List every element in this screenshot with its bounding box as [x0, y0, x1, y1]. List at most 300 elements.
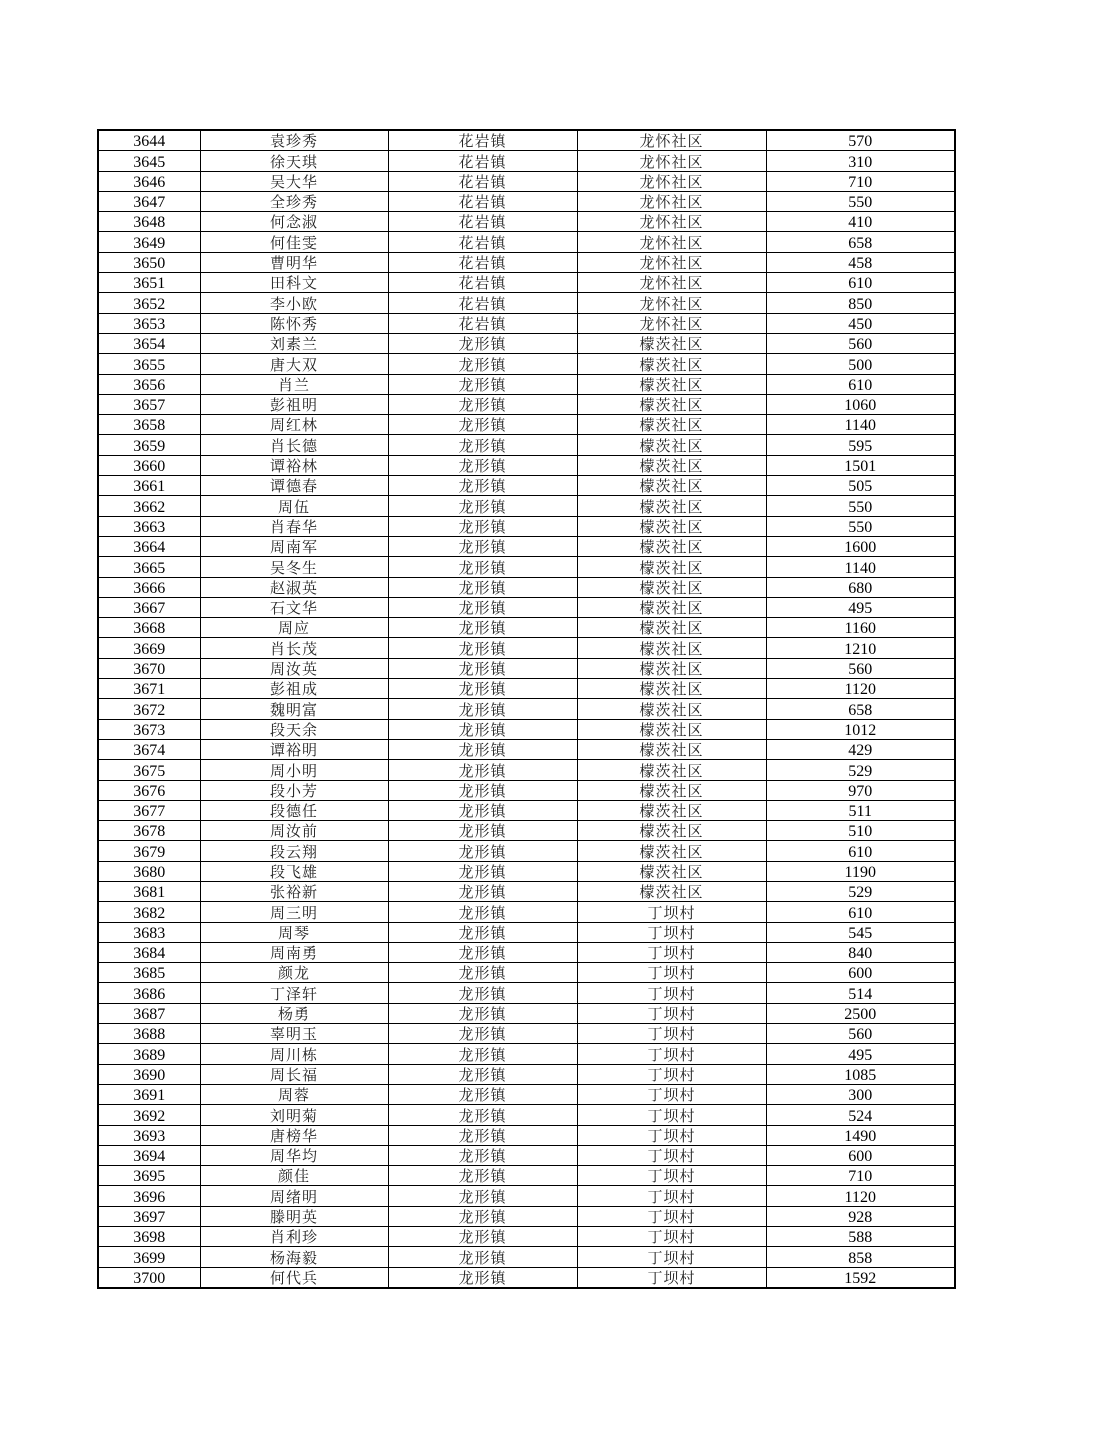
amount-cell: 495 [766, 597, 955, 617]
community-cell: 檬茨社区 [577, 516, 766, 536]
amount-cell: 500 [766, 354, 955, 374]
serial-number-cell: 3699 [98, 1247, 200, 1267]
name-cell: 彭祖成 [200, 679, 388, 699]
amount-cell: 1060 [766, 394, 955, 414]
table-row [98, 394, 955, 414]
serial-number-cell: 3671 [98, 679, 200, 699]
community-cell: 丁坝村 [577, 1024, 766, 1044]
community-cell: 檬茨社区 [577, 496, 766, 516]
amount-cell: 610 [766, 841, 955, 861]
table-row [98, 252, 955, 272]
table-row [98, 902, 955, 922]
table-row [98, 1044, 955, 1064]
table-row [98, 191, 955, 211]
serial-number-cell: 3654 [98, 333, 200, 353]
town-cell: 龙形镇 [388, 861, 577, 881]
community-cell: 龙怀社区 [577, 130, 766, 151]
town-cell: 龙形镇 [388, 658, 577, 678]
amount-cell: 858 [766, 1247, 955, 1267]
name-cell: 谭德春 [200, 476, 388, 496]
town-cell: 花岩镇 [388, 191, 577, 211]
amount-cell: 511 [766, 800, 955, 820]
community-cell: 丁坝村 [577, 1166, 766, 1186]
table-row [98, 800, 955, 820]
serial-number-cell: 3693 [98, 1125, 200, 1145]
name-cell: 陈怀秀 [200, 313, 388, 333]
name-cell: 周长福 [200, 1064, 388, 1084]
name-cell: 周应 [200, 618, 388, 638]
name-cell: 李小欧 [200, 293, 388, 313]
name-cell: 颜龙 [200, 963, 388, 983]
table-row [98, 293, 955, 313]
serial-number-cell: 3695 [98, 1166, 200, 1186]
community-cell: 檬茨社区 [577, 638, 766, 658]
community-cell: 龙怀社区 [577, 171, 766, 191]
town-cell: 龙形镇 [388, 1166, 577, 1186]
table-row [98, 415, 955, 435]
community-cell: 龙怀社区 [577, 232, 766, 252]
serial-number-cell: 3678 [98, 821, 200, 841]
name-cell: 肖长德 [200, 435, 388, 455]
town-cell: 龙形镇 [388, 597, 577, 617]
table-row [98, 1186, 955, 1206]
community-cell: 檬茨社区 [577, 476, 766, 496]
community-cell: 檬茨社区 [577, 435, 766, 455]
serial-number-cell: 3700 [98, 1267, 200, 1288]
name-cell: 袁珍秀 [200, 130, 388, 151]
community-cell: 丁坝村 [577, 1084, 766, 1104]
serial-number-cell: 3657 [98, 394, 200, 414]
amount-cell: 1140 [766, 557, 955, 577]
name-cell: 周琴 [200, 922, 388, 942]
serial-number-cell: 3670 [98, 658, 200, 678]
serial-number-cell: 3667 [98, 597, 200, 617]
community-cell: 檬茨社区 [577, 760, 766, 780]
town-cell: 龙形镇 [388, 1206, 577, 1226]
community-cell: 檬茨社区 [577, 699, 766, 719]
name-cell: 刘素兰 [200, 333, 388, 353]
community-cell: 丁坝村 [577, 1186, 766, 1206]
community-cell: 檬茨社区 [577, 618, 766, 638]
serial-number-cell: 3669 [98, 638, 200, 658]
amount-cell: 710 [766, 1166, 955, 1186]
amount-cell: 658 [766, 699, 955, 719]
name-cell: 徐天琪 [200, 151, 388, 171]
document-page [97, 129, 954, 1289]
community-cell: 檬茨社区 [577, 557, 766, 577]
serial-number-cell: 3679 [98, 841, 200, 861]
serial-number-cell: 3659 [98, 435, 200, 455]
amount-cell: 310 [766, 151, 955, 171]
table-row [98, 699, 955, 719]
amount-cell: 970 [766, 780, 955, 800]
name-cell: 段云翔 [200, 841, 388, 861]
name-cell: 周南勇 [200, 942, 388, 962]
town-cell: 龙形镇 [388, 536, 577, 556]
town-cell: 花岩镇 [388, 252, 577, 272]
table-row [98, 983, 955, 1003]
table-row [98, 1166, 955, 1186]
name-cell: 滕明英 [200, 1206, 388, 1226]
serial-number-cell: 3647 [98, 191, 200, 211]
amount-cell: 505 [766, 476, 955, 496]
name-cell: 全珍秀 [200, 191, 388, 211]
town-cell: 花岩镇 [388, 232, 577, 252]
table-row [98, 881, 955, 901]
data-table [97, 129, 956, 1289]
table-row [98, 1064, 955, 1084]
table-row [98, 1206, 955, 1226]
town-cell: 龙形镇 [388, 435, 577, 455]
table-row [98, 313, 955, 333]
town-cell: 龙形镇 [388, 1125, 577, 1145]
table-row [98, 1003, 955, 1023]
amount-cell: 2500 [766, 1003, 955, 1023]
table-row [98, 333, 955, 353]
serial-number-cell: 3683 [98, 922, 200, 942]
town-cell: 龙形镇 [388, 821, 577, 841]
community-cell: 龙怀社区 [577, 313, 766, 333]
town-cell: 龙形镇 [388, 1227, 577, 1247]
table-row [98, 516, 955, 536]
amount-cell: 1592 [766, 1267, 955, 1288]
name-cell: 段天余 [200, 719, 388, 739]
amount-cell: 1085 [766, 1064, 955, 1084]
community-cell: 丁坝村 [577, 922, 766, 942]
table-row [98, 273, 955, 293]
community-cell: 檬茨社区 [577, 455, 766, 475]
amount-cell: 1160 [766, 618, 955, 638]
amount-cell: 610 [766, 902, 955, 922]
table-row [98, 780, 955, 800]
community-cell: 丁坝村 [577, 983, 766, 1003]
town-cell: 龙形镇 [388, 618, 577, 638]
town-cell: 龙形镇 [388, 881, 577, 901]
table-row [98, 1145, 955, 1165]
amount-cell: 300 [766, 1084, 955, 1104]
amount-cell: 450 [766, 313, 955, 333]
town-cell: 龙形镇 [388, 1044, 577, 1064]
name-cell: 辜明玉 [200, 1024, 388, 1044]
amount-cell: 588 [766, 1227, 955, 1247]
table-row [98, 130, 955, 151]
community-cell: 檬茨社区 [577, 415, 766, 435]
name-cell: 段飞雄 [200, 861, 388, 881]
table-row [98, 963, 955, 983]
town-cell: 龙形镇 [388, 963, 577, 983]
town-cell: 龙形镇 [388, 1084, 577, 1104]
name-cell: 曹明华 [200, 252, 388, 272]
table-row [98, 1247, 955, 1267]
table-row [98, 597, 955, 617]
town-cell: 龙形镇 [388, 638, 577, 658]
name-cell: 丁泽轩 [200, 983, 388, 1003]
amount-cell: 550 [766, 516, 955, 536]
town-cell: 龙形镇 [388, 922, 577, 942]
town-cell: 龙形镇 [388, 1247, 577, 1267]
serial-number-cell: 3653 [98, 313, 200, 333]
serial-number-cell: 3690 [98, 1064, 200, 1084]
table-row [98, 577, 955, 597]
town-cell: 龙形镇 [388, 1024, 577, 1044]
table-row [98, 618, 955, 638]
name-cell: 周绪明 [200, 1186, 388, 1206]
name-cell: 周华均 [200, 1145, 388, 1165]
table-row [98, 861, 955, 881]
name-cell: 周蓉 [200, 1084, 388, 1104]
amount-cell: 570 [766, 130, 955, 151]
table-row [98, 171, 955, 191]
name-cell: 吴冬生 [200, 557, 388, 577]
community-cell: 丁坝村 [577, 1206, 766, 1226]
town-cell: 龙形镇 [388, 415, 577, 435]
amount-cell: 710 [766, 171, 955, 191]
serial-number-cell: 3696 [98, 1186, 200, 1206]
table-row [98, 212, 955, 232]
town-cell: 龙形镇 [388, 476, 577, 496]
table-row [98, 354, 955, 374]
community-cell: 丁坝村 [577, 902, 766, 922]
name-cell: 颜佳 [200, 1166, 388, 1186]
name-cell: 周伍 [200, 496, 388, 516]
name-cell: 周小明 [200, 760, 388, 780]
name-cell: 彭祖明 [200, 394, 388, 414]
table-row [98, 476, 955, 496]
amount-cell: 529 [766, 881, 955, 901]
amount-cell: 680 [766, 577, 955, 597]
serial-number-cell: 3672 [98, 699, 200, 719]
serial-number-cell: 3682 [98, 902, 200, 922]
community-cell: 丁坝村 [577, 942, 766, 962]
name-cell: 赵淑英 [200, 577, 388, 597]
amount-cell: 560 [766, 1024, 955, 1044]
table-row [98, 1267, 955, 1288]
town-cell: 花岩镇 [388, 212, 577, 232]
amount-cell: 1600 [766, 536, 955, 556]
town-cell: 龙形镇 [388, 516, 577, 536]
name-cell: 田科文 [200, 273, 388, 293]
table-row [98, 151, 955, 171]
amount-cell: 550 [766, 496, 955, 516]
table-row [98, 496, 955, 516]
town-cell: 龙形镇 [388, 679, 577, 699]
name-cell: 周红林 [200, 415, 388, 435]
amount-cell: 928 [766, 1206, 955, 1226]
serial-number-cell: 3698 [98, 1227, 200, 1247]
name-cell: 周南军 [200, 536, 388, 556]
town-cell: 龙形镇 [388, 1003, 577, 1023]
amount-cell: 610 [766, 273, 955, 293]
town-cell: 龙形镇 [388, 841, 577, 861]
table-body [98, 130, 955, 1288]
serial-number-cell: 3676 [98, 780, 200, 800]
community-cell: 丁坝村 [577, 1227, 766, 1247]
serial-number-cell: 3677 [98, 800, 200, 820]
amount-cell: 514 [766, 983, 955, 1003]
name-cell: 周汝英 [200, 658, 388, 678]
serial-number-cell: 3660 [98, 455, 200, 475]
community-cell: 檬茨社区 [577, 881, 766, 901]
community-cell: 檬茨社区 [577, 536, 766, 556]
town-cell: 龙形镇 [388, 760, 577, 780]
table-row [98, 1024, 955, 1044]
community-cell: 龙怀社区 [577, 273, 766, 293]
serial-number-cell: 3665 [98, 557, 200, 577]
serial-number-cell: 3664 [98, 536, 200, 556]
community-cell: 檬茨社区 [577, 679, 766, 699]
serial-number-cell: 3658 [98, 415, 200, 435]
town-cell: 花岩镇 [388, 151, 577, 171]
amount-cell: 510 [766, 821, 955, 841]
amount-cell: 550 [766, 191, 955, 211]
town-cell: 龙形镇 [388, 902, 577, 922]
name-cell: 段小芳 [200, 780, 388, 800]
table-row [98, 739, 955, 759]
town-cell: 龙形镇 [388, 354, 577, 374]
amount-cell: 429 [766, 739, 955, 759]
name-cell: 唐大双 [200, 354, 388, 374]
serial-number-cell: 3675 [98, 760, 200, 780]
serial-number-cell: 3644 [98, 130, 200, 151]
amount-cell: 560 [766, 333, 955, 353]
town-cell: 龙形镇 [388, 374, 577, 394]
serial-number-cell: 3655 [98, 354, 200, 374]
community-cell: 檬茨社区 [577, 333, 766, 353]
table-row [98, 455, 955, 475]
name-cell: 刘明菊 [200, 1105, 388, 1125]
serial-number-cell: 3649 [98, 232, 200, 252]
town-cell: 龙形镇 [388, 394, 577, 414]
community-cell: 龙怀社区 [577, 212, 766, 232]
serial-number-cell: 3651 [98, 273, 200, 293]
serial-number-cell: 3687 [98, 1003, 200, 1023]
amount-cell: 1120 [766, 1186, 955, 1206]
town-cell: 龙形镇 [388, 1145, 577, 1165]
community-cell: 丁坝村 [577, 1105, 766, 1125]
town-cell: 龙形镇 [388, 333, 577, 353]
town-cell: 花岩镇 [388, 313, 577, 333]
amount-cell: 1190 [766, 861, 955, 881]
serial-number-cell: 3668 [98, 618, 200, 638]
serial-number-cell: 3661 [98, 476, 200, 496]
community-cell: 檬茨社区 [577, 780, 766, 800]
serial-number-cell: 3673 [98, 719, 200, 739]
town-cell: 花岩镇 [388, 171, 577, 191]
serial-number-cell: 3697 [98, 1206, 200, 1226]
table-row [98, 760, 955, 780]
name-cell: 何代兵 [200, 1267, 388, 1288]
table-row [98, 719, 955, 739]
amount-cell: 600 [766, 1145, 955, 1165]
amount-cell: 600 [766, 963, 955, 983]
table-row [98, 557, 955, 577]
town-cell: 龙形镇 [388, 455, 577, 475]
name-cell: 杨勇 [200, 1003, 388, 1023]
amount-cell: 545 [766, 922, 955, 942]
community-cell: 檬茨社区 [577, 861, 766, 881]
community-cell: 檬茨社区 [577, 800, 766, 820]
name-cell: 肖利珍 [200, 1227, 388, 1247]
serial-number-cell: 3688 [98, 1024, 200, 1044]
town-cell: 龙形镇 [388, 1064, 577, 1084]
town-cell: 龙形镇 [388, 942, 577, 962]
town-cell: 龙形镇 [388, 557, 577, 577]
community-cell: 檬茨社区 [577, 354, 766, 374]
town-cell: 龙形镇 [388, 739, 577, 759]
serial-number-cell: 3656 [98, 374, 200, 394]
amount-cell: 495 [766, 1044, 955, 1064]
community-cell: 檬茨社区 [577, 658, 766, 678]
amount-cell: 1012 [766, 719, 955, 739]
community-cell: 丁坝村 [577, 1064, 766, 1084]
town-cell: 龙形镇 [388, 1186, 577, 1206]
serial-number-cell: 3646 [98, 171, 200, 191]
community-cell: 龙怀社区 [577, 191, 766, 211]
serial-number-cell: 3689 [98, 1044, 200, 1064]
community-cell: 丁坝村 [577, 1003, 766, 1023]
town-cell: 龙形镇 [388, 780, 577, 800]
amount-cell: 850 [766, 293, 955, 313]
serial-number-cell: 3662 [98, 496, 200, 516]
amount-cell: 458 [766, 252, 955, 272]
town-cell: 龙形镇 [388, 719, 577, 739]
table-row [98, 841, 955, 861]
amount-cell: 840 [766, 942, 955, 962]
serial-number-cell: 3645 [98, 151, 200, 171]
amount-cell: 1490 [766, 1125, 955, 1145]
name-cell: 唐榜华 [200, 1125, 388, 1145]
serial-number-cell: 3691 [98, 1084, 200, 1104]
town-cell: 龙形镇 [388, 1105, 577, 1125]
community-cell: 丁坝村 [577, 1145, 766, 1165]
name-cell: 石文华 [200, 597, 388, 617]
table-row [98, 374, 955, 394]
community-cell: 檬茨社区 [577, 841, 766, 861]
table-row [98, 1084, 955, 1104]
serial-number-cell: 3681 [98, 881, 200, 901]
community-cell: 檬茨社区 [577, 597, 766, 617]
town-cell: 花岩镇 [388, 293, 577, 313]
community-cell: 龙怀社区 [577, 293, 766, 313]
serial-number-cell: 3648 [98, 212, 200, 232]
community-cell: 龙怀社区 [577, 151, 766, 171]
name-cell: 吴大华 [200, 171, 388, 191]
community-cell: 檬茨社区 [577, 577, 766, 597]
serial-number-cell: 3650 [98, 252, 200, 272]
serial-number-cell: 3663 [98, 516, 200, 536]
amount-cell: 1120 [766, 679, 955, 699]
town-cell: 花岩镇 [388, 273, 577, 293]
town-cell: 龙形镇 [388, 800, 577, 820]
community-cell: 丁坝村 [577, 1044, 766, 1064]
table-row [98, 922, 955, 942]
town-cell: 龙形镇 [388, 1267, 577, 1288]
community-cell: 龙怀社区 [577, 252, 766, 272]
amount-cell: 1210 [766, 638, 955, 658]
name-cell: 肖春华 [200, 516, 388, 536]
table-row [98, 942, 955, 962]
serial-number-cell: 3694 [98, 1145, 200, 1165]
amount-cell: 610 [766, 374, 955, 394]
town-cell: 龙形镇 [388, 699, 577, 719]
town-cell: 龙形镇 [388, 983, 577, 1003]
table-row [98, 1227, 955, 1247]
name-cell: 何佳雯 [200, 232, 388, 252]
community-cell: 檬茨社区 [577, 739, 766, 759]
community-cell: 檬茨社区 [577, 719, 766, 739]
serial-number-cell: 3680 [98, 861, 200, 881]
table-row [98, 435, 955, 455]
